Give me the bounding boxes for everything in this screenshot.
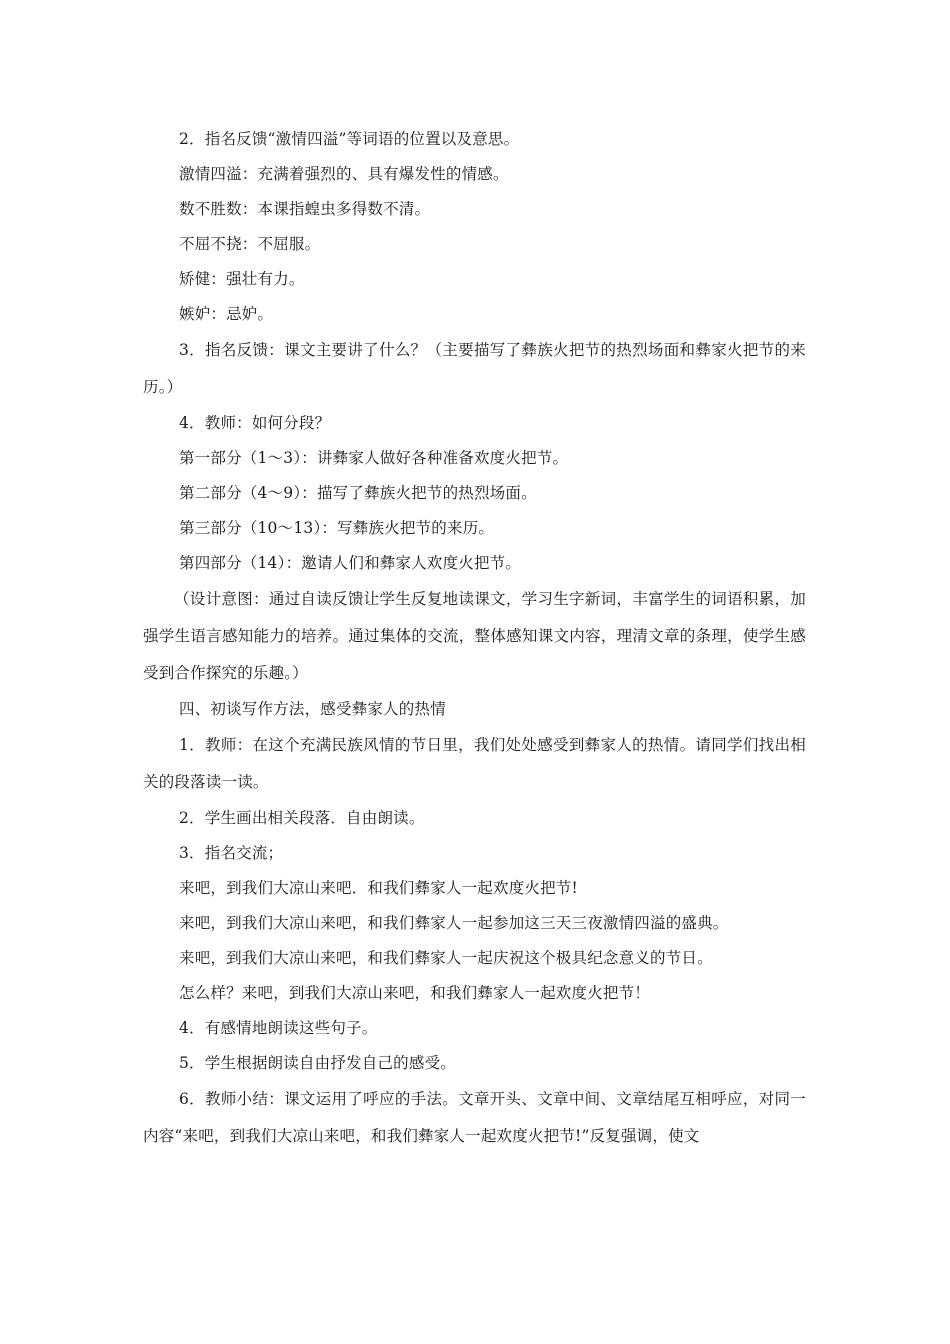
- paragraph-step-2-students: 2．学生画出相关段落．自由朗读。: [179, 809, 425, 827]
- paragraph-design-intent: （设计意图：通过自读反馈让学生反复地读课文，学习生字新词，丰富学生的词语积累，加强学生语言感知能力的培养。通过集体的交流，整体感知课文内容，理清文章的条理，使学生感受到合作探究的乐趣。）: [143, 590, 806, 682]
- paragraph-section-4: 第四部分（14）：邀请人们和彝家人欢度火把节。: [179, 554, 522, 572]
- paragraph-section-1: 第一部分（1～3）：讲彝家人做好各种准备欢度火把节。: [179, 449, 569, 467]
- paragraph-section-2: 第二部分（4～9）：描写了彝族火把节的热烈场面。: [179, 484, 537, 502]
- paragraph-definition-jiqingsiyi: 激情四溢：充满着强烈的、具有爆发性的情感。: [179, 165, 509, 183]
- paragraph-definition-shubushengshu: 数不胜数：本课指蝗虫多得数不清。: [179, 200, 431, 218]
- quote-line-1: 来吧，到我们大凉山来吧．和我们彝家人一起欢度火把节!: [179, 879, 578, 897]
- paragraph-section-3: 第三部分（10～13）：写彝族火把节的来历。: [179, 519, 495, 537]
- quote-line-4: 怎么样？来吧，到我们大凉山来吧，和我们彝家人一起欢度火把节！: [179, 984, 651, 1002]
- paragraph-step-6-summary: 6．教师小结：课文运用了呼应的手法。文章开头、文章中间、文章结尾互相呼应，对同一内容“来吧，到我们大凉山来吧，和我们彝家人一起欢度火把节!”反复强调，使文: [143, 1090, 806, 1145]
- paragraph-definition-jidu: 嫉妒：忌妒。: [179, 305, 274, 323]
- paragraph-item-4-sections: 4．教师：如何分段？: [179, 414, 331, 432]
- paragraph-item-3-main-idea: 3．指名反馈：课文主要讲了什么？（主要描写了彝族火把节的热烈场面和彝家火把节的来历。）: [143, 341, 806, 396]
- paragraph-step-3-exchange: 3．指名交流；: [179, 844, 284, 862]
- quote-line-2: 来吧，到我们大凉山来吧，和我们彝家人一起参加这三天三夜激情四溢的盛典。: [179, 914, 729, 932]
- paragraph-step-4-read: 4．有感情地朗读这些句子。: [179, 1019, 378, 1037]
- paragraph-definition-buqubunao: 不屈不挠：不屈服。: [179, 235, 321, 253]
- paragraph-definition-jiaojian: 矫健：强壮有力。: [179, 270, 305, 288]
- quote-line-3: 来吧，到我们大凉山来吧，和我们彝家人一起庆祝这个极具纪念意义的节日。: [179, 949, 713, 967]
- paragraph-step-1-teacher: 1．教师：在这个充满民族风情的节日里，我们处处感受到彝家人的热情。请同学们找出相关的段落读一读。: [143, 736, 806, 791]
- paragraph-item-2-feedback: 2．指名反馈“激情四溢”等词语的位置以及意思。: [179, 130, 520, 148]
- document-body: [143, 122, 806, 1155]
- section-heading-writing-method: 四、初谈写作方法，感受彝家人的热情: [179, 700, 446, 718]
- paragraph-step-5-feelings: 5．学生根据朗读自由抒发自己的感受。: [179, 1054, 456, 1072]
